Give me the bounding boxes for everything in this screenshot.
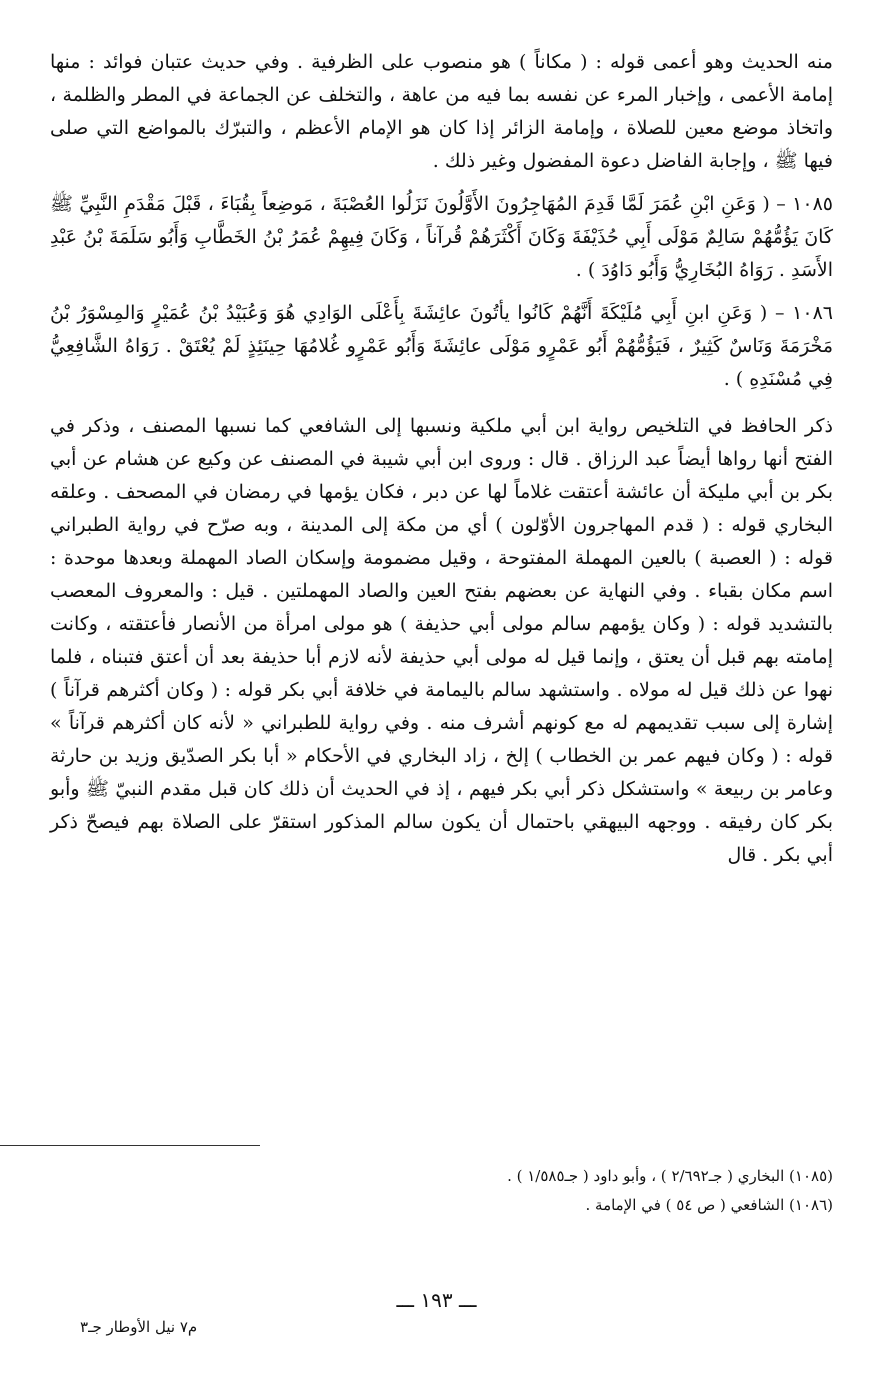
printer-signature: م٧ نيل الأوطار جـ٣ bbox=[80, 1318, 198, 1336]
footnote-divider bbox=[0, 1145, 260, 1146]
intro-paragraph: منه الحديث وهو أعمى قوله : ( مكاناً ) هو منصوب على الظرفية . وفي حديث عتبان فوائد : منها إمامة الأعمى ، وإخبار المرء عن نفسه بما فيه من عاهة ، والتخلف عن الجماعة في المطر والظلمة ، واتخاذ موضع معين للصلاة ، وإمامة الزائر إذا كان هو الإمام الأعظم ، والتبرّك بالمواضع التي صلى فيها ﷺ ، وإجابة الفاضل دعوة المفضول وغير ذلك . bbox=[50, 51, 833, 172]
footnote-1086: (١٠٨٦) الشافعي ( ص ٥٤ ) في الإمامة . bbox=[585, 1196, 833, 1214]
page-body bbox=[50, 46, 833, 872]
commentary-paragraph: ذكر الحافظ في التلخيص رواية ابن أبي ملكية ونسبها إلى الشافعي كما نسبها المصنف ، وذكر في الفتح أنها رواها أيضاً عبد الرزاق . قال : وروى ابن أبي شيبة في المصنف عن وكيع عن هشام عن أبي بكر بن أبي مليكة أن عائشة أعتقت غلاماً لها عن دبر ، فكان يؤمها في رمضان في المصحف . وعلقه البخاري قوله : ( قدم المهاجرون الأوّلون ) أي من مكة إلى المدينة ، وبه صرّح في رواية الطبراني قوله : ( العصبة ) بالعين المهملة المفتوحة ، وقيل مضمومة وإسكان الصاد المهملة وبعدها موحدة : اسم مكان بقباء . وفي النهاية عن بعضهم بفتح العين والصاد المهملتين . قيل : والمعروف المعصب بالتشديد قوله : ( وكان يؤمهم سالم مولى أبي حذيفة ) هو مولى امرأة من الأنصار فأعتقته ، وكانت إمامته بهم قبل أن يعتق ، وإنما قيل له مولى أبي حذيفة لأنه لازم أبا حذيفة بعد أن أعتق فتبناه ، فلما نهوا عن ذلك قيل له مولاه . واستشهد سالم باليمامة في خلافة أبي بكر قوله : ( وكان أكثرهم قرآناً ) إشارة إلى سبب تقديمهم له مع كونهم أشرف منه . وفي رواية للطبراني « لأنه كان أكثرهم قرآناً » قوله : ( وكان فيهم عمر بن الخطاب ) إلخ ، زاد البخاري في الأحكام « أبا بكر الصدّيق وزيد بن حارثة وعامر بن ربيعة » واستشكل ذكر أبي بكر فيهم ، إذ في الحديث أن ذلك كان قبل مقدم النبيّ ﷺ وأبو بكر كان رفيقه . ووجهه البيهقي باحتمال أن يكون سالم المذكور استقرّ على الصلاة بهم فيصحّ ذكر أبي بكر . قال bbox=[50, 415, 833, 866]
footnotes bbox=[233, 1162, 833, 1220]
hadith-1086: ١٠٨٦ – ( وَعَنِ ابنِ أَبِي مُلَيْكَةَ أَنَّهُمْ كَانُوا يأتُونَ عائِشَةَ بِأَعْلَى الوَادِي هُوَ وَعُبَيْدُ بْنُ عُمَيْرٍ وَالمِسْوَرُ بْنُ مَخْرَمَةَ وَنَاسٌ كَثِيرٌ ، فَيَؤُمُّهُمْ أَبُو عَمْرٍو مَوْلَى عائِشَةَ وَأَبُو عَمْرٍو غُلامُهَا حِينَئِذٍ لَمْ يُعْتَقْ . رَوَاهُ الشَّافِعِيُّ فِي مُسْنَدِهِ ) . bbox=[50, 302, 833, 390]
hadith-1085: ١٠٨٥ – ( وَعَنِ ابْنِ عُمَرَ لَمَّا قَدِمَ المُهَاجِرُونَ الأَوَّلُونَ نَزَلُوا العُصْبَةَ ، مَوضِعاً بِقُبَاءَ ، قَبْلَ مَقْدَمِ النَّبِيِّ ﷺ كَانَ يَؤُمُّهُمْ سَالِمٌ مَوْلَى أَبِي حُذَيْفَةَ وَكَانَ أَكْثَرَهُمْ قُرآناً ، وَكَانَ فِيهِمْ عُمَرُ بْنُ الخَطَّابِ وَأَبُو سَلَمَةَ بْنُ عَبْدِ الأَسَدِ . رَوَاهُ البُخَارِيُّ وَأَبُو دَاوُدَ ) . bbox=[50, 193, 833, 281]
page-number: ـــ ١٩٣ ـــ bbox=[396, 1288, 477, 1312]
footnote-1085: (١٠٨٥) البخاري ( جـ٢/٦٩٢ ) ، وأبو داود ( جـ١/٥٨٥ ) . bbox=[507, 1167, 833, 1185]
